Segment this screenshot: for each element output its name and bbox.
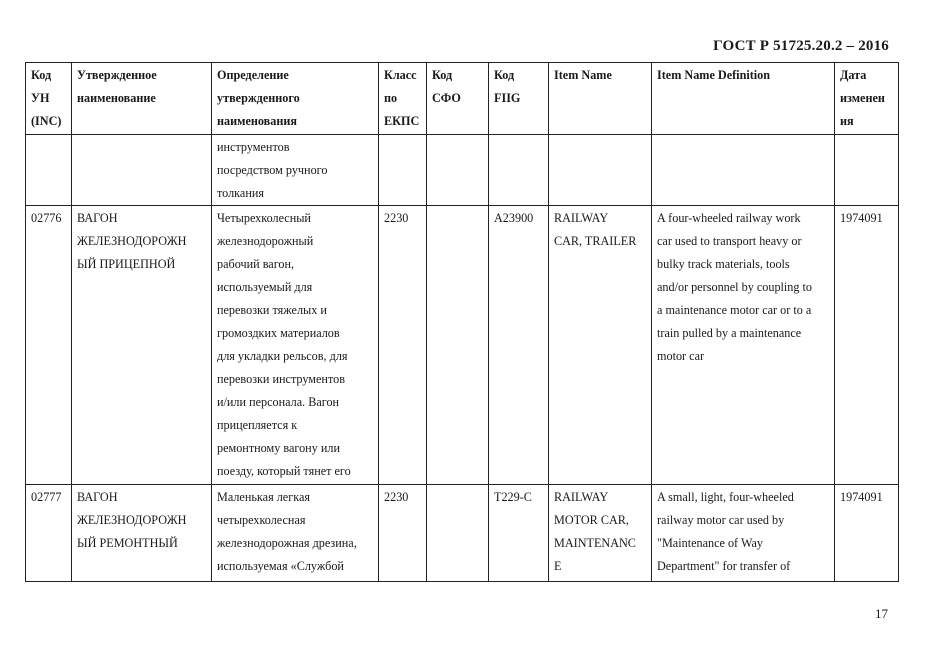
cell-date: 1974091 — [835, 485, 899, 582]
cell-inc: 02776 — [26, 206, 72, 485]
column-header-date: Дата изменен ия — [835, 63, 899, 135]
table-row — [26, 485, 899, 582]
item-names-table — [25, 62, 899, 582]
column-header-definition: Определение утвержденного наименования — [212, 63, 379, 135]
column-header-item-name: Item Name — [549, 63, 652, 135]
cell-inc: 02777 — [26, 485, 72, 582]
cell-class: 2230 — [379, 485, 427, 582]
document-standard-header: ГОСТ Р 51725.20.2 – 2016 — [713, 38, 889, 54]
cell-approved-name: ВАГОН ЖЕЛЕЗНОДОРОЖН ЫЙ ПРИЦЕПНОЙ — [72, 206, 212, 485]
cell-definition: Четырехколесный железнодорожный рабочий вагон, используемый для перевозки тяжелых и громоздких материалов для укладки рельсов, для перевозки инструментов и/или персонала. Вагон прицепляется к ремонтному вагону или поезду, который тянет его — [212, 206, 379, 485]
column-header-class: Класс по ЕКПС — [379, 63, 427, 135]
cell-inc — [26, 135, 72, 206]
cell-date — [835, 135, 899, 206]
cell-item-name-definition: A four-wheeled railway work car used to transport heavy or bulky track materials, tools and/or personnel by coupling to a maintenance motor car or to a train pulled by a maintenance motor car — [652, 206, 835, 485]
cell-fiig: A23900 — [489, 206, 549, 485]
table-row — [26, 135, 899, 206]
cell-sfo — [427, 206, 489, 485]
page-number: 17 — [875, 606, 888, 621]
table-header-row — [26, 63, 899, 135]
cell-item-name-definition: A small, light, four-wheeled railway motor car used by "Maintenance of Way Department" for transfer of — [652, 485, 835, 582]
table-row — [26, 206, 899, 485]
cell-item-name: RAILWAY MOTOR CAR, MAINTENANC E — [549, 485, 652, 582]
cell-class — [379, 135, 427, 206]
cell-approved-name — [72, 135, 212, 206]
cell-definition: инструментов посредством ручного толкания — [212, 135, 379, 206]
cell-item-name — [549, 135, 652, 206]
cell-item-name-definition — [652, 135, 835, 206]
column-header-item-name-definition: Item Name Definition — [652, 63, 835, 135]
cell-date: 1974091 — [835, 206, 899, 485]
column-header-sfo: Код СФО — [427, 63, 489, 135]
column-header-inc: Код УН (INC) — [26, 63, 72, 135]
cell-sfo — [427, 485, 489, 582]
cell-class: 2230 — [379, 206, 427, 485]
cell-fiig — [489, 135, 549, 206]
cell-fiig: T229-C — [489, 485, 549, 582]
cell-sfo — [427, 135, 489, 206]
column-header-approved-name: Утвержденное наименование — [72, 63, 212, 135]
cell-definition: Маленькая легкая четырехколесная железнодорожная дрезина, используемая «Службой — [212, 485, 379, 582]
column-header-fiig: Код FIIG — [489, 63, 549, 135]
cell-item-name: RAILWAY CAR, TRAILER — [549, 206, 652, 485]
cell-approved-name: ВАГОН ЖЕЛЕЗНОДОРОЖН ЫЙ РЕМОНТНЫЙ — [72, 485, 212, 582]
